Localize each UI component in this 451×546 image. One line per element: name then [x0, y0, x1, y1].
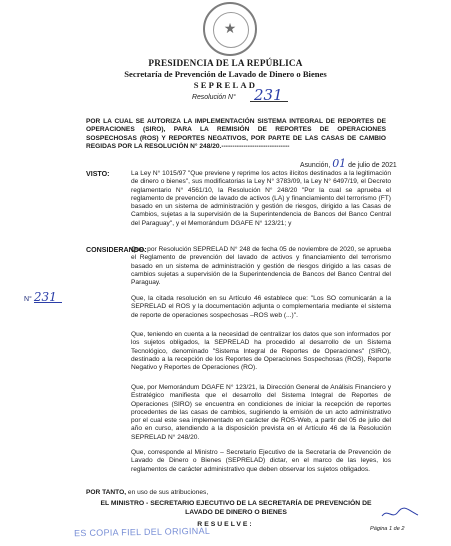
considerando-paragraph: Que, por Memorándum DGAFE N° 123/21, la Dirección General de Análisis Financiero y Estratégico manifiesta que el desarrollo del Sistema Integral de Reportes de Operaciones (SIRO) se encuentra en condiciones de iniciar la recepción de reportes procedentes de las casas de cambios, sugiriendo la emisión de un acto administrativo por el cual este sea implementado en carácter de ROS-Web, a partir del 05 de julio del año en curso, atendiendo a la disposición prevista en el Artículo 46 de la Resolución SEPRELAD N° 248/20. [131, 384, 391, 441]
por-tanto-text: en uso de sus atribuciones, [127, 489, 209, 496]
header-acronym: SEPRELAD [193, 80, 258, 90]
visto-label: VISTO: [86, 170, 110, 178]
considerando-label: CONSIDERANDO: [86, 246, 147, 254]
star-icon: ★ [223, 20, 237, 36]
date-prefix: Asunción, [300, 162, 331, 169]
margin-number: 231 [33, 290, 57, 304]
visto-text: La Ley N° 1015/97 "Que previene y reprime los actos ilícitos destinados a la legitimación de dinero o bienes", sus modificatorias la Ley N° 3783/09, la Ley N° 6497/19, el Decreto reglamentario N° 4561/10, la Resolución N° 248/20 "Por la cual se aprueba el reglamento de prevención de lavado de activos (LA) y financiamiento del terrorismo (FT) basado en un sistema de administración y gestión de riesgos, dirigido a las Casas de Cambios, sujetas a la supervisión de la Superintendencia de Bancos del Banco Central del Paraguay", y el Memorándum DGAFE N° 123/21; y [131, 170, 391, 227]
considerando-paragraph: Que, la citada resolución en su Artículo 46 establece que: "Los SO comunicarán a la SEPRELAD el ROS y la documentación adjunta o complementaria mediante el sistema de reporte de operaciones sospechosas –ROS web (...)". [131, 295, 391, 319]
considerando-paragraph: Que, por Resolución SEPRELAD N° 248 de fecha 05 de noviembre de 2020, se aprueba el Reglamento de prevención del lavado de activos y financiamiento del terrorismo basado en un sistema de administración y gestión de riesgos dirigido a las casas de cambios sujetas a supervisión de la Superintendencia de Bancos del Banco Central del Paraguay. [131, 246, 391, 287]
resolution-underline [250, 101, 288, 102]
header-presidency: PRESIDENCIA DE LA REPÚBLICA [148, 58, 303, 68]
date-day: 01 [332, 157, 347, 170]
page-number: Página 1 de 2 [370, 526, 405, 532]
considerando-paragraph: Que, teniendo en cuenta a la necesidad de centralizar los datos que son informados por los sujetos obligados, la SEPRELAD ha procedido al desarrollo de un Sistema Tecnológico, denominado "Sistema Integral de Reportes de Operaciones" (SIRO), destinado a la recepción de los Reportes de Operaciones Sospechosas (ROS), Reporte Negativo y Reportes de Operaciones (RO). [131, 331, 391, 372]
por-tanto [86, 489, 208, 496]
signature-initials [380, 506, 420, 520]
resolution-label: Resolución N° [192, 94, 236, 101]
document-date [300, 157, 397, 170]
por-tanto-label: POR TANTO, [86, 489, 127, 496]
resolution-number: 231 [254, 86, 283, 104]
margin-prefix: N° [24, 296, 32, 303]
header-secretariat: Secretaría de Prevención de Lavado de Dinero o Bienes [124, 69, 327, 79]
date-suffix: de julio de 2021 [348, 162, 397, 169]
considerando-paragraph: Que, corresponde al Ministro – Secretario Ejecutivo de la Secretaría de Prevención de Lavado de Dinero o Bienes (SEPRELAD) dictar, en el marco de las leyes, los reglamentos de carácter administrativo que deben observar los sujetos obligados. [131, 449, 391, 473]
certified-copy-stamp: ES COPIA FIEL DEL ORIGINAL [73, 525, 211, 539]
margin-underline [34, 302, 62, 303]
resolution-title: POR LA CUAL SE AUTORIZA LA IMPLEMENTACIÓN SISTEMA INTEGRAL DE REPORTES DE OPERACIONES (SIRO), PARA LA REMISIÓN DE REPORTES DE OPERACIONES SOSPECHOSAS (ROS) Y REPORTES NEGATIVOS, POR PARTE DE LAS CASAS DE CAMBIO REGIDAS POR LA RESOLUCIÓN N° 248/20.------------------------------- [86, 118, 386, 151]
coat-of-arms-seal [203, 2, 257, 56]
minister-heading: EL MINISTRO - SECRETARIO EJECUTIVO DE LA SECRETARÍA DE PREVENCIÓN DE LAVADO DE DINERO O BIENES [100, 500, 372, 516]
resuelve-heading: RESUELVE: [197, 521, 254, 528]
